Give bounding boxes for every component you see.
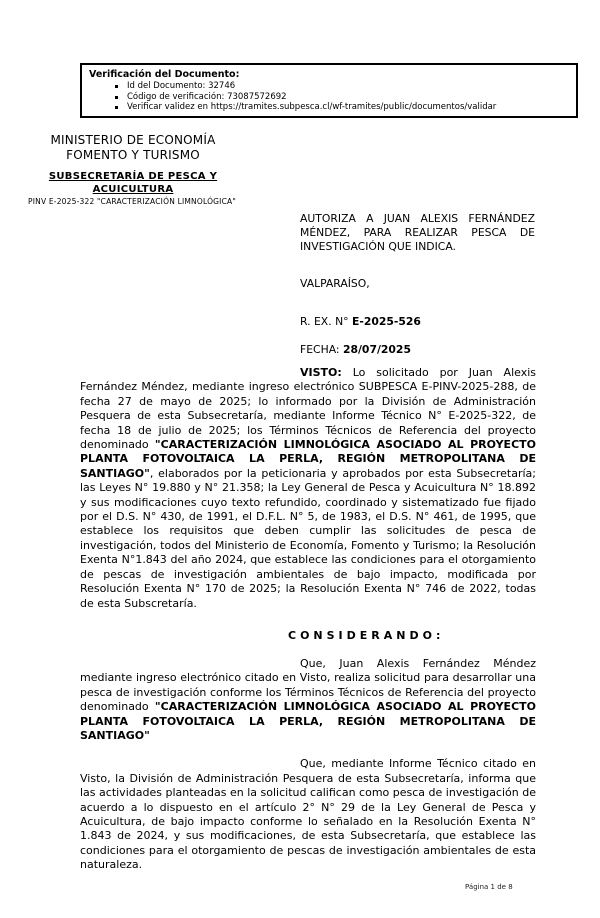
resolution-number-label: R. EX. N° <box>300 315 349 328</box>
visto-heading: VISTO: <box>300 366 342 379</box>
verification-item-label: Verificar validez en <box>127 102 209 112</box>
verification-url[interactable]: https://tramites.subpesca.cl/wf-tramites/public/documentos/validar <box>210 102 497 112</box>
verification-title: Verificación del Documento: <box>89 69 240 80</box>
visto-body-2: , elaborados por la peticionaria y aprobados por esta Subsecretaría; las Leyes N° 19.880 y N° 21.358; la Ley General de Pesca y Acuicultura N° 18.892 y sus modificaciones cuyo texto refundido, coordinado y sistematizado fue fijado por el D.S. N° 430, de 1991, el D.F.L. N° 5, de 1983, el D.S. N° 461, de 1995, que establece los requisitos que deben cumplir las solicitudes de pesca de investigación, todos del Ministerio de Economía, Fomento y Turismo; la Resolución Exenta N°1.843 del año 2024, que establece las condiciones para el otorgamiento de pescas de investigación ambientales de bajo impacto, modificada por Resolución Exenta N° 170 de 2025; la Resolución Exenta N° 746 de 2022, todas de esta Subscretaría. <box>80 466 536 610</box>
considerando-paragraph-1 <box>80 657 536 743</box>
resolution-subject: AUTORIZA A JUAN ALEXIS FERNÁNDEZ MÉNDEZ, PARA REALIZAR PESCA DE INVESTIGACIÓN QUE INDICA. <box>300 212 535 253</box>
visto-body-1: Lo solicitado por Juan Alexis Fernández Méndez, mediante ingreso electrónico SUBPESCA E-PINV-2025-288, de fecha 27 de mayo de 2025; lo informado por la División de Administración Pesquera de esta Subsecretaría, mediante Informe Técnico N° E-2025-322, de fecha 18 de julio de 2025; los Términos Técnicos de Referencia del proyecto denominado <box>80 366 537 452</box>
resolution-date: 28/07/2025 <box>342 343 411 356</box>
verification-item-code <box>89 92 571 103</box>
project-reference: PINV E-2025-322 "CARACTERIZACIÓN LIMNOLÓGICA" <box>28 197 237 206</box>
verification-box <box>80 63 578 118</box>
resolution-city: VALPARAÍSO, <box>300 277 370 290</box>
visto-paragraph <box>80 366 536 611</box>
verification-item-value: 73087572692 <box>227 91 287 102</box>
resolution-number: E-2025-526 <box>351 315 421 328</box>
considerando-paragraph-2: Que, mediante Informe Técnico citado en Visto, la División de Administración Pesquera de esta Subsecretaría, informa que las actividades planteadas en la solicitud califican como pesca de investigación de acuerdo a lo dispuesto en el artículo 2° N° 29 de la Ley General de Pesca y Acuicultura, de bajo impacto conforme lo señalado en la Resolución Exenta N° 1.843 de 2024, y sus modificaciones, de esta Subsecretaría, que establece las condiciones para el otorgamiento de pescas de investigación ambientales de esta naturaleza. <box>80 757 536 872</box>
document-body <box>80 366 536 873</box>
resolution-date-line <box>300 343 535 357</box>
ministry-name-line1: MINISTERIO DE ECONOMÍA <box>50 133 216 147</box>
verification-item-id <box>89 81 571 92</box>
verification-item-label: Id del Documento: <box>127 81 206 91</box>
resolution-date-label: FECHA: <box>300 343 340 356</box>
resolution-header <box>300 212 535 357</box>
verification-item-label: Código de verificación: <box>127 91 225 102</box>
verification-item-value: 32746 <box>208 81 236 91</box>
resolution-number-line <box>300 315 535 329</box>
considerando-heading: CONSIDERANDO: <box>288 628 445 642</box>
visto-project-title: "CARACTERIZACIÓN LIMNOLÓGICA ASOCIADO AL PROYECTO PLANTA FOTOVOLTAICA LA PERLA, REGIÓN METROPOLITANA DE SANTIAGO" <box>80 438 537 480</box>
letterhead <box>30 133 236 196</box>
ministry-name-line2: FOMENTO Y TURISMO <box>66 148 200 162</box>
subsecretaria-title: SUBSECRETARÍA DE PESCA Y ACUICULTURA <box>48 171 218 195</box>
considerando-p1-project-title: "CARACTERIZACIÓN LIMNOLÓGICA ASOCIADO AL PROYECTO PLANTA FOTOVOLTAICA LA PERLA, REGIÓN METROPOLITANA DE SANTIAGO" <box>80 700 537 742</box>
page-number: Página 1 de 8 <box>465 883 513 891</box>
verification-list <box>89 81 571 113</box>
verification-item-url <box>89 102 571 113</box>
considerando-p1-text: Que, Juan Alexis Fernández Méndez mediante ingreso electrónico citado en Visto, realiza solicitud para desarrollar una pesca de investigación conforme los Términos Técnicos de Referencia del proyecto denominado <box>80 656 536 714</box>
